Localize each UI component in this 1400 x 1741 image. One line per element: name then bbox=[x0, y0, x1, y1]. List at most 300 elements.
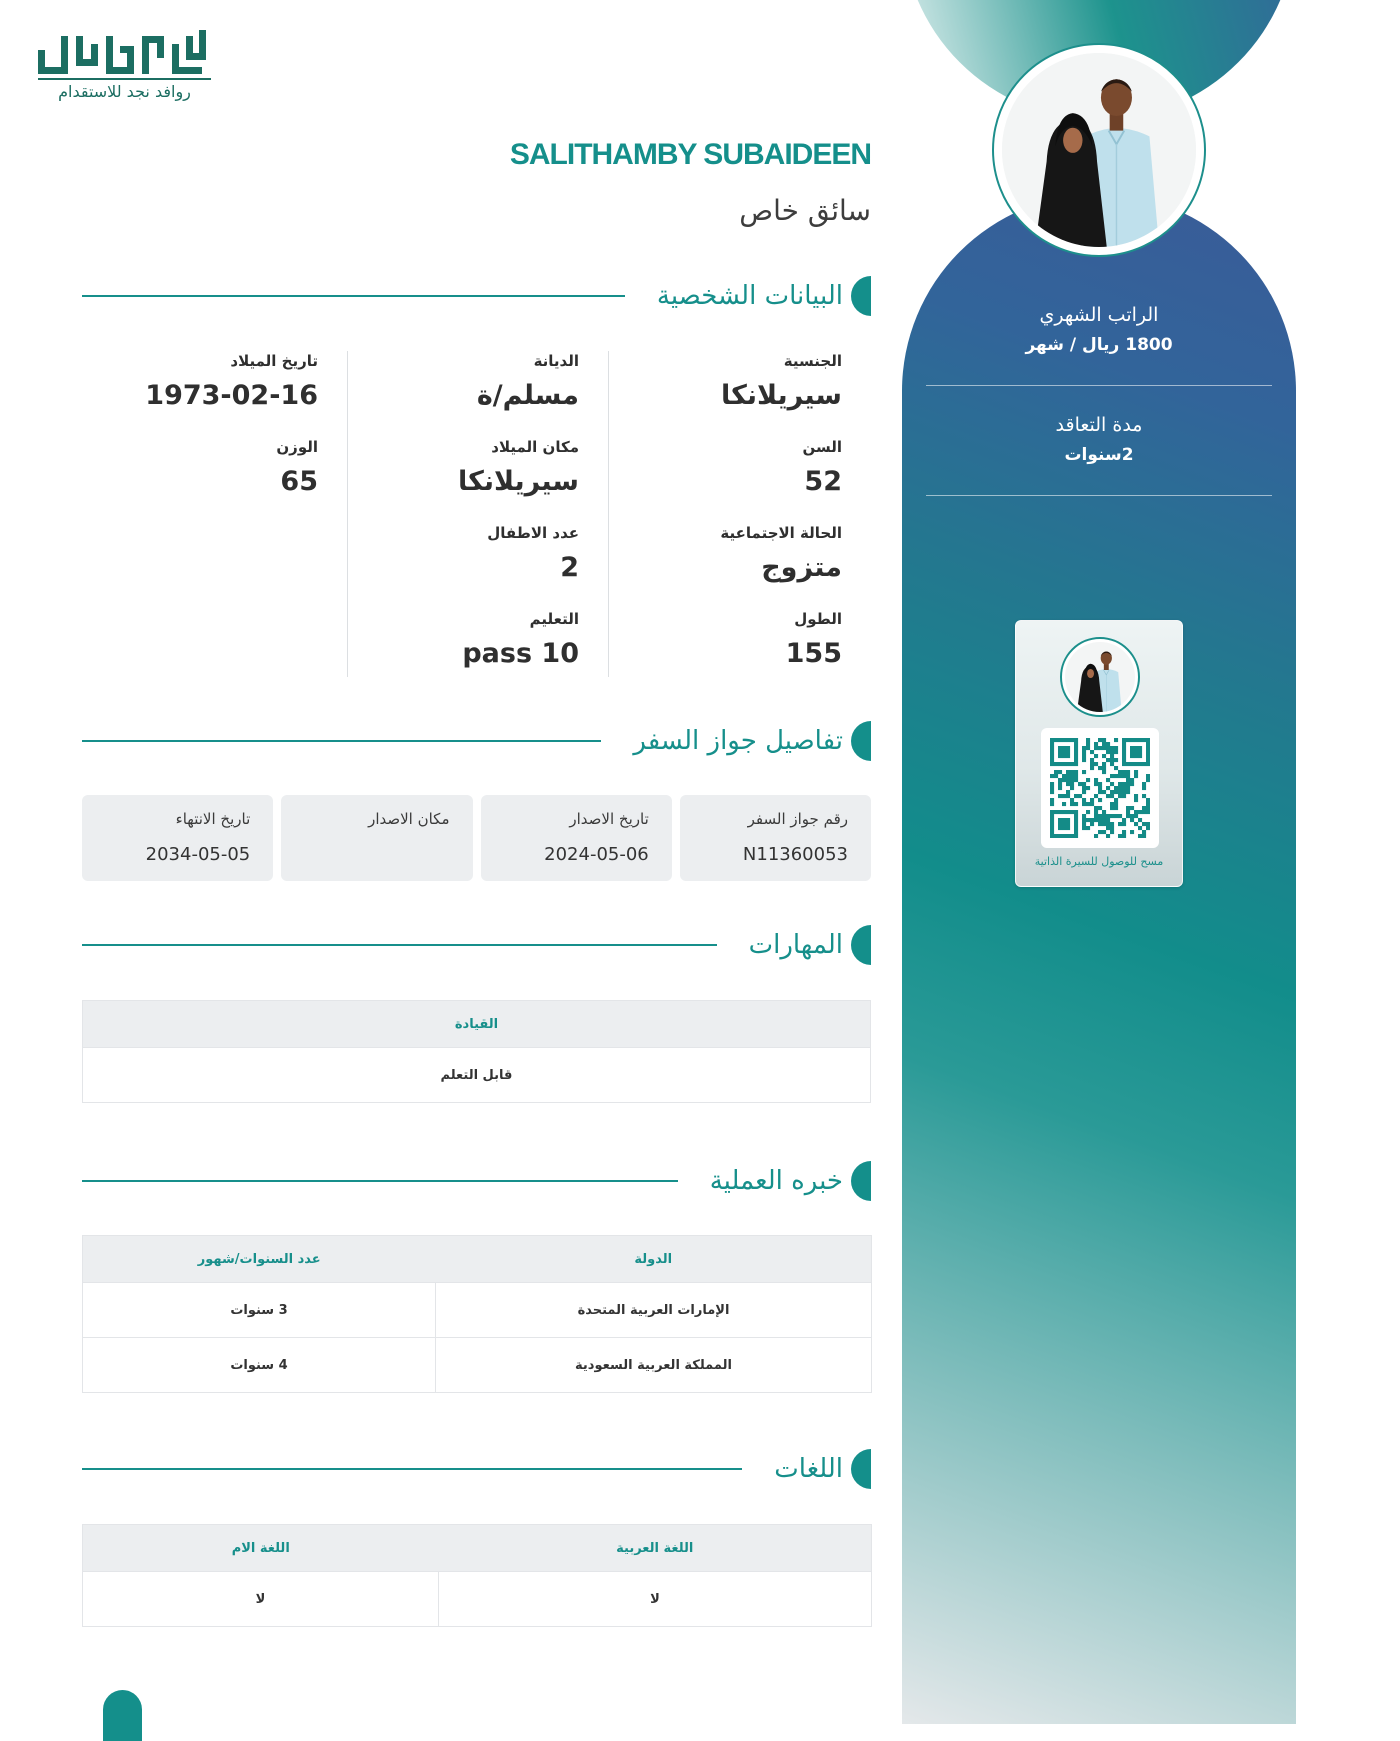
qr-module bbox=[1134, 754, 1138, 758]
qr-module bbox=[1062, 826, 1066, 830]
section-header-skills bbox=[82, 925, 871, 965]
qr-module bbox=[1098, 766, 1102, 770]
qr-module bbox=[1142, 806, 1146, 810]
qr-module bbox=[1082, 798, 1086, 802]
qr-module bbox=[1070, 770, 1074, 774]
qr-module bbox=[1070, 778, 1074, 782]
qr-module bbox=[1130, 814, 1134, 818]
qr-module bbox=[1054, 834, 1058, 838]
info-value: 65 bbox=[280, 466, 318, 497]
job-title: سائق خاص bbox=[739, 194, 871, 227]
qr-module bbox=[1050, 826, 1054, 830]
table-cell: لا bbox=[83, 1572, 439, 1627]
qr-module bbox=[1090, 758, 1094, 762]
salary-value: 1800 ريال / شهر bbox=[1025, 335, 1173, 355]
qr-module bbox=[1106, 758, 1110, 762]
qr-module bbox=[1074, 802, 1078, 806]
qr-module bbox=[1110, 802, 1114, 806]
qr-module bbox=[1094, 746, 1098, 750]
qr-module bbox=[1050, 834, 1054, 838]
qr-module bbox=[1134, 794, 1138, 798]
qr-module bbox=[1102, 830, 1106, 834]
qr-module bbox=[1050, 822, 1054, 826]
qr-module bbox=[1082, 822, 1086, 826]
section-title: خبره العملية bbox=[709, 1166, 843, 1196]
qr-module bbox=[1086, 802, 1090, 806]
section-divider bbox=[82, 295, 625, 297]
qr-module bbox=[1138, 810, 1142, 814]
section-header-experience bbox=[82, 1161, 871, 1201]
qr-module bbox=[1126, 770, 1130, 774]
info-item-height bbox=[609, 609, 842, 695]
qr-module bbox=[1102, 762, 1106, 766]
qr-module bbox=[1122, 786, 1126, 790]
passport-label: رقم جواز السفر bbox=[747, 810, 848, 828]
qr-module bbox=[1134, 774, 1138, 778]
skills-table bbox=[82, 1000, 871, 1103]
qr-module bbox=[1110, 830, 1114, 834]
qr-module bbox=[1054, 774, 1058, 778]
qr-module bbox=[1054, 770, 1058, 774]
section-title: اللغات bbox=[774, 1454, 843, 1484]
qr-card-photo bbox=[1060, 637, 1140, 717]
qr-module bbox=[1130, 782, 1134, 786]
table-header-arabic: اللغة العربية bbox=[439, 1525, 872, 1572]
qr-module bbox=[1114, 758, 1118, 762]
qr-module bbox=[1142, 762, 1146, 766]
info-value: سيريلانكا bbox=[721, 380, 842, 411]
qr-module bbox=[1130, 778, 1134, 782]
qr-module bbox=[1138, 746, 1142, 750]
qr-module bbox=[1146, 746, 1150, 750]
qr-module bbox=[1050, 786, 1054, 790]
qr-module bbox=[1070, 798, 1074, 802]
table-header-row bbox=[83, 1236, 872, 1283]
qr-module bbox=[1062, 818, 1066, 822]
qr-module bbox=[1082, 802, 1086, 806]
qr-module bbox=[1130, 818, 1134, 822]
qr-module bbox=[1070, 810, 1074, 814]
info-label: الوزن bbox=[276, 438, 318, 456]
qr-module bbox=[1106, 778, 1110, 782]
candidate-name: SALITHAMBY SUBAIDEEN bbox=[509, 138, 871, 171]
qr-module bbox=[1138, 834, 1142, 838]
section-divider bbox=[82, 1468, 742, 1470]
qr-module bbox=[1070, 834, 1074, 838]
qr-module bbox=[1130, 806, 1134, 810]
table-header-row bbox=[83, 1525, 872, 1572]
qr-module bbox=[1110, 746, 1114, 750]
table-row bbox=[83, 1283, 872, 1338]
contract-label: مدة التعاقد bbox=[1055, 414, 1143, 436]
table-header-country: الدولة bbox=[436, 1236, 872, 1283]
table-row bbox=[83, 1048, 871, 1103]
qr-module bbox=[1118, 782, 1122, 786]
logo-text: روافد نجد للاستقدام bbox=[58, 82, 191, 101]
qr-module bbox=[1110, 806, 1114, 810]
qr-module bbox=[1102, 814, 1106, 818]
qr-module bbox=[1122, 738, 1126, 742]
personal-column-2 bbox=[347, 351, 608, 677]
qr-module bbox=[1066, 762, 1070, 766]
qr-module bbox=[1102, 822, 1106, 826]
qr-module bbox=[1134, 762, 1138, 766]
qr-module bbox=[1142, 822, 1146, 826]
sidebar-divider bbox=[926, 495, 1272, 496]
qr-module bbox=[1134, 770, 1138, 774]
qr-module bbox=[1098, 790, 1102, 794]
qr-module bbox=[1058, 822, 1062, 826]
qr-module bbox=[1074, 746, 1078, 750]
qr-module bbox=[1066, 774, 1070, 778]
qr-module bbox=[1098, 746, 1102, 750]
qr-module bbox=[1110, 774, 1114, 778]
qr-module bbox=[1066, 778, 1070, 782]
qr-module bbox=[1090, 750, 1094, 754]
qr-module bbox=[1066, 834, 1070, 838]
qr-module bbox=[1122, 742, 1126, 746]
qr-module bbox=[1122, 774, 1126, 778]
qr-module bbox=[1122, 830, 1126, 834]
logo-underline bbox=[38, 78, 211, 80]
qr-module bbox=[1122, 754, 1126, 758]
qr-module bbox=[1074, 826, 1078, 830]
qr-module bbox=[1098, 786, 1102, 790]
table-row bbox=[83, 1338, 872, 1393]
table-cell: المملكة العربية السعودية bbox=[436, 1338, 872, 1393]
qr-code-box bbox=[1041, 728, 1159, 848]
section-divider bbox=[82, 944, 717, 946]
qr-module bbox=[1118, 822, 1122, 826]
qr-module bbox=[1106, 794, 1110, 798]
info-value: 2 bbox=[560, 552, 579, 583]
qr-module bbox=[1114, 746, 1118, 750]
qr-module bbox=[1126, 810, 1130, 814]
info-item-birthdate bbox=[82, 351, 318, 437]
qr-module bbox=[1106, 818, 1110, 822]
qr-module bbox=[1086, 738, 1090, 742]
info-item-nationality bbox=[609, 351, 842, 437]
table-header-mother-tongue: اللغة الام bbox=[83, 1525, 439, 1572]
qr-module bbox=[1094, 742, 1098, 746]
passport-number-box bbox=[680, 795, 871, 881]
qr-module bbox=[1138, 762, 1142, 766]
qr-module bbox=[1114, 766, 1118, 770]
qr-module bbox=[1114, 814, 1118, 818]
qr-module bbox=[1106, 826, 1110, 830]
qr-module bbox=[1098, 830, 1102, 834]
qr-module bbox=[1102, 790, 1106, 794]
qr-module bbox=[1110, 822, 1114, 826]
logo-kufic-lettering bbox=[38, 30, 206, 74]
qr-module bbox=[1082, 770, 1086, 774]
qr-module bbox=[1058, 782, 1062, 786]
qr-module bbox=[1102, 818, 1106, 822]
qr-module bbox=[1126, 814, 1130, 818]
qr-module bbox=[1058, 778, 1062, 782]
qr-module bbox=[1082, 758, 1086, 762]
qr-module bbox=[1074, 794, 1078, 798]
qr-module bbox=[1146, 754, 1150, 758]
table-cell: لا bbox=[439, 1572, 872, 1627]
info-label: الديانة bbox=[533, 352, 579, 370]
decorative-pill bbox=[103, 1690, 142, 1741]
qr-module bbox=[1142, 738, 1146, 742]
section-title: البيانات الشخصية bbox=[656, 281, 843, 311]
contract-value: 2سنوات bbox=[1064, 445, 1134, 465]
info-label: الطول bbox=[794, 610, 842, 628]
qr-module bbox=[1066, 826, 1070, 830]
qr-module bbox=[1138, 738, 1142, 742]
qr-module bbox=[1062, 778, 1066, 782]
info-item-age bbox=[609, 437, 842, 523]
qr-module bbox=[1058, 770, 1062, 774]
qr-module bbox=[1126, 762, 1130, 766]
info-item-children bbox=[348, 523, 579, 609]
table-cell: 4 سنوات bbox=[83, 1338, 436, 1393]
qr-module bbox=[1070, 786, 1074, 790]
qr-module bbox=[1122, 758, 1126, 762]
qr-module bbox=[1122, 818, 1126, 822]
qr-module bbox=[1146, 774, 1150, 778]
qr-module bbox=[1110, 790, 1114, 794]
sidebar-divider bbox=[926, 385, 1272, 386]
qr-module bbox=[1054, 810, 1058, 814]
qr-module bbox=[1122, 794, 1126, 798]
qr-module bbox=[1098, 782, 1102, 786]
qr-module bbox=[1066, 782, 1070, 786]
qr-module bbox=[1058, 746, 1062, 750]
qr-module bbox=[1062, 834, 1066, 838]
qr-module bbox=[1066, 746, 1070, 750]
personal-column-1 bbox=[608, 351, 871, 677]
company-logo bbox=[38, 30, 213, 106]
qr-module bbox=[1134, 810, 1138, 814]
qr-module bbox=[1082, 746, 1086, 750]
qr-module bbox=[1082, 826, 1086, 830]
qr-module bbox=[1130, 738, 1134, 742]
qr-module bbox=[1102, 746, 1106, 750]
qr-module bbox=[1146, 810, 1150, 814]
qr-module bbox=[1062, 810, 1066, 814]
qr-module bbox=[1110, 758, 1114, 762]
qr-module bbox=[1086, 742, 1090, 746]
qr-module bbox=[1142, 834, 1146, 838]
qr-module bbox=[1074, 814, 1078, 818]
info-label: السن bbox=[802, 438, 842, 456]
qr-module bbox=[1122, 834, 1126, 838]
qr-module bbox=[1074, 762, 1078, 766]
qr-module bbox=[1050, 814, 1054, 818]
qr-module bbox=[1090, 798, 1094, 802]
qr-module bbox=[1050, 746, 1054, 750]
qr-module bbox=[1114, 798, 1118, 802]
qr-module bbox=[1142, 782, 1146, 786]
qr-module bbox=[1082, 782, 1086, 786]
qr-module bbox=[1062, 822, 1066, 826]
qr-module bbox=[1086, 786, 1090, 790]
qr-module bbox=[1050, 742, 1054, 746]
qr-module bbox=[1066, 818, 1070, 822]
qr-module bbox=[1122, 750, 1126, 754]
passport-value: 2024-05-06 bbox=[544, 844, 649, 865]
qr-module bbox=[1138, 750, 1142, 754]
qr-module bbox=[1114, 786, 1118, 790]
qr-module bbox=[1058, 738, 1062, 742]
qr-module bbox=[1090, 766, 1094, 770]
qr-module bbox=[1050, 782, 1054, 786]
table-cell: قابل التعلم bbox=[83, 1048, 871, 1103]
qr-module bbox=[1050, 774, 1054, 778]
qr-module bbox=[1118, 770, 1122, 774]
qr-module bbox=[1074, 778, 1078, 782]
qr-module bbox=[1098, 806, 1102, 810]
passport-value: 2034-05-05 bbox=[145, 844, 251, 865]
qr-module bbox=[1114, 790, 1118, 794]
qr-module bbox=[1130, 750, 1134, 754]
qr-module bbox=[1050, 818, 1054, 822]
qr-module bbox=[1086, 810, 1090, 814]
qr-module bbox=[1086, 818, 1090, 822]
qr-module bbox=[1146, 738, 1150, 742]
qr-module bbox=[1070, 802, 1074, 806]
qr-module bbox=[1110, 826, 1114, 830]
qr-module bbox=[1122, 770, 1126, 774]
qr-module bbox=[1098, 798, 1102, 802]
section-marker bbox=[851, 1161, 871, 1201]
qr-module bbox=[1146, 762, 1150, 766]
qr-module bbox=[1094, 754, 1098, 758]
qr-module bbox=[1126, 782, 1130, 786]
qr-module bbox=[1114, 738, 1118, 742]
qr-module bbox=[1066, 770, 1070, 774]
qr-module bbox=[1106, 742, 1110, 746]
qr-module bbox=[1134, 814, 1138, 818]
qr-module bbox=[1050, 830, 1054, 834]
info-value: 52 bbox=[804, 466, 842, 497]
qr-module bbox=[1090, 802, 1094, 806]
qr-module bbox=[1078, 782, 1082, 786]
qr-module bbox=[1118, 786, 1122, 790]
info-item-birthplace bbox=[348, 437, 579, 523]
qr-module bbox=[1054, 738, 1058, 742]
qr-module bbox=[1094, 778, 1098, 782]
qr-module bbox=[1110, 762, 1114, 766]
qr-module bbox=[1146, 822, 1150, 826]
qr-module bbox=[1118, 790, 1122, 794]
table-cell: الإمارات العربية المتحدة bbox=[436, 1283, 872, 1338]
qr-module bbox=[1066, 754, 1070, 758]
qr-module bbox=[1102, 754, 1106, 758]
qr-module bbox=[1074, 834, 1078, 838]
qr-module bbox=[1062, 794, 1066, 798]
qr-module bbox=[1058, 794, 1062, 798]
qr-module bbox=[1098, 822, 1102, 826]
info-value: 155 bbox=[785, 638, 842, 669]
experience-table bbox=[82, 1235, 872, 1393]
qr-module bbox=[1106, 822, 1110, 826]
qr-module bbox=[1066, 738, 1070, 742]
qr-module bbox=[1050, 758, 1054, 762]
info-value: 1973-02-16 bbox=[145, 380, 318, 411]
qr-module bbox=[1074, 810, 1078, 814]
info-value: pass 10 bbox=[462, 638, 579, 669]
qr-module bbox=[1142, 786, 1146, 790]
passport-label: تاريخ الاصدار bbox=[569, 810, 649, 828]
info-label: الجنسية bbox=[783, 352, 842, 370]
qr-module bbox=[1134, 822, 1138, 826]
qr-module bbox=[1058, 750, 1062, 754]
passport-issue-place-box bbox=[281, 795, 472, 881]
qr-module bbox=[1102, 766, 1106, 770]
qr-module bbox=[1126, 806, 1130, 810]
qr-module bbox=[1106, 814, 1110, 818]
qr-module bbox=[1098, 814, 1102, 818]
qr-module bbox=[1058, 818, 1062, 822]
qr-module bbox=[1074, 830, 1078, 834]
qr-module bbox=[1118, 834, 1122, 838]
qr-module bbox=[1110, 794, 1114, 798]
qr-module bbox=[1074, 742, 1078, 746]
qr-module bbox=[1062, 746, 1066, 750]
qr-module bbox=[1062, 762, 1066, 766]
qr-module bbox=[1118, 794, 1122, 798]
qr-module bbox=[1094, 806, 1098, 810]
qr-module bbox=[1134, 746, 1138, 750]
qr-module bbox=[1050, 750, 1054, 754]
qr-module bbox=[1062, 774, 1066, 778]
section-title: المهارات bbox=[748, 930, 843, 960]
qr-module bbox=[1142, 810, 1146, 814]
qr-module bbox=[1066, 822, 1070, 826]
table-cell: 3 سنوات bbox=[83, 1283, 436, 1338]
qr-module bbox=[1094, 794, 1098, 798]
qr-module bbox=[1098, 818, 1102, 822]
qr-module bbox=[1074, 754, 1078, 758]
qr-module bbox=[1082, 790, 1086, 794]
section-header-personal bbox=[82, 276, 871, 316]
profile-photo-frame bbox=[992, 43, 1206, 257]
qr-module bbox=[1062, 738, 1066, 742]
qr-module bbox=[1118, 814, 1122, 818]
salary-label: الراتب الشهري bbox=[1039, 304, 1159, 326]
qr-module bbox=[1050, 798, 1054, 802]
qr-module bbox=[1090, 818, 1094, 822]
qr-module bbox=[1106, 786, 1110, 790]
qr-module bbox=[1074, 758, 1078, 762]
section-divider bbox=[82, 740, 601, 742]
passport-issue-date-box bbox=[481, 795, 672, 881]
passport-value: N11360053 bbox=[742, 844, 848, 865]
section-header-passport bbox=[82, 721, 871, 761]
qr-module bbox=[1114, 802, 1118, 806]
qr-caption: مسح للوصول للسيرة الذاتية bbox=[1034, 855, 1164, 868]
qr-module bbox=[1122, 762, 1126, 766]
passport-value bbox=[281, 843, 449, 867]
logo-mark bbox=[38, 30, 213, 74]
info-label: عدد الاطفال bbox=[487, 524, 579, 542]
qr-module bbox=[1130, 746, 1134, 750]
qr-module bbox=[1102, 742, 1106, 746]
info-item-weight bbox=[82, 437, 318, 523]
qr-module bbox=[1074, 822, 1078, 826]
qr-module bbox=[1062, 754, 1066, 758]
qr-module bbox=[1050, 802, 1054, 806]
qr-module bbox=[1050, 810, 1054, 814]
qr-module bbox=[1074, 770, 1078, 774]
info-value: متزوج bbox=[761, 552, 842, 583]
qr-module bbox=[1102, 770, 1106, 774]
